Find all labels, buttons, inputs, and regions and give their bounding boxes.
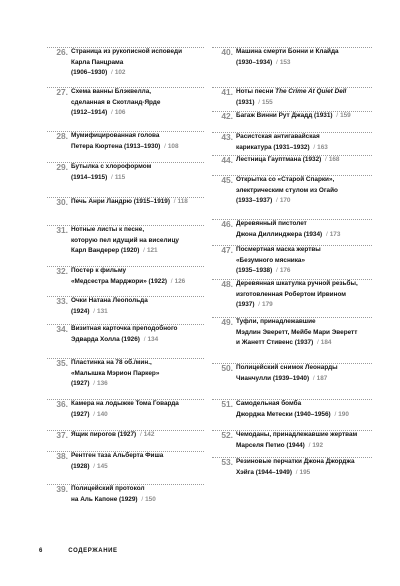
entry-title-text: Схема ванны Блэквелла,	[71, 88, 152, 95]
entry-number: 50.	[221, 363, 233, 373]
entry-title-line	[236, 338, 372, 349]
entry-title	[236, 317, 372, 349]
entry-title-text: Мэдлин Эверетт, Мейбе Мари Эверетт	[236, 328, 358, 336]
page-separator: /	[143, 335, 146, 343]
entry-title-line	[236, 132, 372, 143]
toc-entry[interactable]	[212, 175, 372, 213]
entry-title-line	[236, 155, 372, 166]
entry-number: 36.	[56, 399, 68, 409]
entry-number: 53.	[221, 457, 233, 467]
entry-title-text: Очки Натана Леопольда	[71, 297, 148, 304]
page-separator: /	[312, 374, 315, 382]
page-separator: /	[325, 230, 328, 238]
entry-title	[236, 175, 372, 207]
entry-page-number: 179	[262, 301, 273, 309]
entry-title-text: карикатура (1931–1932)	[236, 143, 310, 151]
entry-title-text: Резиновые перчатки Джона Джорджа	[236, 458, 355, 465]
entry-number: 26.	[56, 47, 68, 57]
entry-title-text: Хэйга (1944–1949)	[236, 468, 292, 476]
page-separator: /	[258, 98, 261, 106]
entry-number: 47.	[221, 245, 233, 255]
entry-title-text: Постер к фильму	[71, 267, 127, 274]
page-separator: /	[173, 198, 176, 205]
entry-number: 39.	[56, 484, 68, 494]
entry-title-text: Камера на лодыжке Тома Говарда	[71, 400, 179, 407]
entry-title-text: электрическим стулом из Огайо	[236, 186, 338, 194]
toc-entry[interactable]	[212, 245, 372, 283]
entry-page-number: 126	[174, 277, 186, 285]
page-separator: /	[334, 410, 337, 418]
entry-title-text: Петера Кюртена (1913–1930)	[71, 142, 161, 150]
entry-title-text: и Жанетт Стивенс (1937)	[236, 339, 314, 347]
entry-title-line	[71, 131, 204, 142]
page-separator: /	[111, 69, 113, 77]
toc-entry[interactable]	[212, 317, 372, 355]
entry-number: 37.	[56, 430, 68, 440]
page-footer	[39, 548, 118, 554]
entry-page-number: 140	[97, 410, 108, 418]
toc-entry[interactable]	[212, 430, 372, 457]
toc-entry[interactable]	[47, 399, 204, 426]
entry-page-number: 115	[114, 173, 126, 181]
entry-title-text: Карла Панцрама	[71, 58, 124, 66]
entry-title-text: Багаж Винни Рут Джадд (1931)	[236, 112, 333, 119]
entry-title	[71, 162, 204, 183]
entry-title-text: (1914–1915)	[71, 173, 108, 181]
entry-title-text: Чианчулли (1939–1940)	[236, 374, 310, 382]
toc-entry[interactable]	[47, 430, 204, 447]
entry-title	[236, 132, 372, 153]
entry-title-text: Самодельная бомба	[236, 400, 302, 407]
entry-title-line	[236, 47, 372, 58]
entry-title-line	[71, 68, 204, 79]
entry-number: 49.	[221, 317, 233, 327]
entry-title-text: Бутылка с хлороформом	[71, 163, 152, 170]
entry-number: 43.	[221, 132, 233, 142]
entry-title-text: Пластинка на 78 об./мин.,	[71, 359, 152, 366]
entry-title	[236, 155, 372, 166]
entry-title-line	[236, 245, 372, 256]
toc-entry[interactable]	[47, 47, 204, 85]
entry-title-text: Лестница Гауптмана (1932)	[236, 156, 322, 163]
entry-page-number: 134	[147, 335, 159, 343]
page-separator: /	[295, 468, 298, 476]
toc-entry[interactable]	[47, 131, 204, 158]
page-separator: /	[93, 380, 96, 388]
entry-title-text: (1933–1937)	[236, 197, 273, 205]
entry-page-number: 159	[340, 112, 351, 119]
entry-title-line	[71, 324, 204, 335]
entry-title-text: (1931)	[236, 98, 255, 106]
entry-title-line	[71, 410, 204, 421]
entry-number: 44.	[221, 155, 233, 165]
toc-entry[interactable]	[212, 111, 372, 128]
entry-page-number: 170	[279, 197, 291, 205]
entry-title-line	[71, 335, 204, 346]
entry-title-line	[236, 410, 372, 421]
entry-title-line	[71, 47, 204, 58]
entry-title-line	[236, 87, 372, 98]
toc-entry[interactable]	[47, 296, 204, 323]
entry-title-text: Расистская антигавайская	[236, 133, 320, 140]
page-separator: /	[308, 441, 311, 449]
entry-title-line	[71, 484, 204, 495]
entry-number: 40.	[221, 47, 233, 57]
entry-title-text: Рентген таза Альберта Фиша	[71, 452, 164, 459]
entry-title-text: на Аль Капоне (1929)	[71, 495, 138, 503]
entry-title-line	[236, 111, 372, 122]
entry-title	[236, 47, 372, 68]
page-separator: /	[111, 109, 113, 117]
entry-title-line	[71, 462, 204, 473]
entry-page-number: 187	[316, 374, 328, 382]
entry-title-line	[71, 296, 204, 307]
entry-number: 28.	[56, 131, 68, 141]
entry-title-line	[236, 98, 372, 109]
entry-title-text: (1937)	[236, 301, 255, 309]
toc-entry[interactable]	[47, 87, 204, 125]
page-separator: /	[164, 142, 166, 150]
page-separator: /	[139, 431, 142, 438]
entry-page-number: 121	[146, 247, 158, 255]
entry-title-line	[236, 230, 372, 241]
entry-number: 30.	[56, 197, 68, 207]
page-separator: /	[276, 58, 278, 66]
entry-title-text: Машина смерти Бонни и Клайда	[236, 48, 339, 55]
entry-number: 42.	[221, 111, 233, 121]
entry-title	[71, 324, 204, 345]
entry-title	[71, 484, 204, 505]
entry-title	[71, 399, 204, 420]
entry-number: 48.	[221, 279, 233, 289]
entry-title	[71, 87, 204, 119]
entry-title-text: Ящик пирогов (1927)	[71, 431, 137, 438]
entry-title-line	[236, 374, 372, 385]
entry-title-text: Деревянный пистолет	[236, 220, 307, 227]
page-separator: /	[93, 410, 96, 418]
entry-page-number: 184	[320, 339, 332, 347]
toc-entry[interactable]	[47, 225, 204, 263]
page-separator: /	[276, 197, 278, 205]
entry-title-line	[71, 266, 204, 277]
page-separator: /	[143, 247, 145, 255]
entry-title	[71, 266, 204, 287]
toc-entry[interactable]	[47, 451, 204, 478]
entry-page-number: 131	[97, 307, 108, 315]
page-separator: /	[313, 143, 316, 151]
entry-title	[71, 430, 204, 441]
entry-title	[236, 363, 372, 384]
entry-title-line	[236, 186, 372, 197]
page-separator: /	[93, 462, 96, 470]
entry-number: 45.	[221, 175, 233, 185]
entry-title-text: Ноты песни The Crime At Quiet Dell	[236, 88, 347, 95]
page-separator: /	[325, 156, 327, 163]
toc-entry[interactable]	[47, 484, 204, 511]
entry-page-number: 108	[167, 142, 179, 150]
page-separator: /	[111, 173, 113, 181]
entry-title-line	[71, 225, 204, 236]
entry-title-line	[236, 441, 372, 452]
entry-title-line	[71, 87, 204, 98]
entry-title-line	[236, 219, 372, 230]
entry-title-text: Визитная карточка преподобного	[71, 325, 178, 332]
entry-page-number: 118	[177, 198, 188, 205]
toc-entry[interactable]	[212, 399, 372, 426]
entry-title	[236, 279, 372, 311]
entry-title	[71, 225, 204, 257]
entry-title	[71, 296, 204, 317]
entry-title-line	[71, 162, 204, 173]
entry-title	[236, 430, 372, 451]
entry-title-text: (1906–1930)	[71, 69, 108, 77]
entry-title-line	[71, 236, 204, 247]
entry-title	[71, 197, 204, 208]
page-separator: /	[258, 301, 261, 309]
entry-title-line	[71, 430, 204, 441]
entry-title	[236, 219, 372, 240]
entry-title-line	[236, 143, 372, 154]
entry-title	[236, 111, 372, 122]
entry-title-line	[236, 196, 372, 207]
entry-page-number: 173	[329, 230, 341, 238]
page-separator: /	[317, 339, 319, 347]
page-separator: /	[276, 267, 278, 275]
entry-title-text: (1928)	[71, 462, 90, 470]
entry-page-number: 145	[97, 462, 108, 470]
page-separator: /	[141, 495, 144, 503]
entry-title-line	[236, 328, 372, 339]
entry-title-line	[71, 277, 204, 288]
entry-title-text: (1927)	[71, 380, 90, 388]
entry-title	[236, 399, 372, 420]
entry-title	[236, 457, 372, 478]
page-separator: /	[170, 277, 173, 285]
entry-title-text: Эдварда Холла (1926)	[71, 335, 140, 343]
entry-number: 41.	[221, 87, 233, 97]
toc-entry[interactable]	[212, 155, 372, 172]
entry-title-text: (1927)	[71, 410, 90, 418]
entry-title-text: Мумифицированная голова	[71, 132, 160, 139]
entry-title-line	[71, 98, 204, 109]
entry-title-text: Посмертная маска жертвы	[236, 246, 321, 253]
entry-title-text: изготовленная Робертом Ирвином	[236, 290, 346, 298]
toc-entry[interactable]	[47, 266, 204, 293]
entry-number: 38.	[56, 451, 68, 461]
entry-title	[71, 358, 204, 390]
entry-title-text: (1912–1914)	[71, 109, 108, 117]
entry-page-number: 155	[262, 98, 273, 106]
entry-title-line	[236, 468, 372, 479]
entry-title-text: (1924)	[71, 307, 90, 315]
entry-title-text: «Безумного мясника»	[236, 256, 306, 264]
entry-number: 35.	[56, 358, 68, 368]
entry-page-number: 195	[299, 468, 311, 476]
entry-title-line	[236, 266, 372, 277]
entry-title-line	[71, 246, 204, 257]
entry-title-line	[71, 197, 204, 208]
entry-title-line	[236, 175, 372, 186]
entry-title-line	[236, 256, 372, 267]
entry-title-line	[236, 317, 372, 328]
entry-title-text: Карл Вандерер (1920)	[71, 247, 140, 255]
entry-number: 31.	[56, 225, 68, 235]
entry-page-number: 190	[338, 410, 349, 418]
entry-title-text: (1935–1938)	[236, 267, 273, 275]
entry-title-line	[71, 369, 204, 380]
entry-title	[71, 47, 204, 79]
toc-entry[interactable]	[47, 197, 204, 214]
entry-title-line	[236, 363, 372, 374]
entry-title-text: Полицейский снимок Леонарды	[236, 364, 338, 371]
entry-title-line	[236, 279, 372, 290]
entry-number: 32.	[56, 266, 68, 276]
entry-title-text: Полицейский протокол	[71, 485, 145, 492]
entry-title	[71, 451, 204, 472]
toc-entry[interactable]	[212, 457, 372, 484]
entry-title-text: «Малышка Мэрион Паркер»	[71, 369, 160, 377]
entry-title-line	[71, 379, 204, 390]
entry-page-number: 136	[97, 380, 108, 388]
entry-title-line	[71, 451, 204, 462]
entry-number: 29.	[56, 162, 68, 172]
entry-title	[236, 87, 372, 108]
entry-page-number: 176	[279, 267, 291, 275]
entry-title-text: Страница из рукописной исповеди	[71, 48, 183, 55]
entry-title-text: Открытка со «Старой Спарки»,	[236, 176, 335, 183]
entry-page-number: 163	[317, 143, 328, 151]
entry-page-number: 168	[328, 156, 340, 163]
page-number: 6	[39, 548, 43, 554]
entry-title-line	[236, 300, 372, 311]
entry-title-text: «Медсестра Марджори» (1922)	[71, 277, 168, 285]
entry-page-number: 106	[114, 109, 126, 117]
entry-page-number: 192	[312, 441, 324, 449]
entry-title-line	[236, 457, 372, 468]
entry-page-number: 150	[145, 495, 156, 503]
entry-title-line	[71, 173, 204, 184]
entry-number: 33.	[56, 296, 68, 306]
entry-number: 52.	[221, 430, 233, 440]
entry-title-text: Печь Анри Ландрю (1915–1919)	[71, 198, 170, 205]
toc-entry[interactable]	[47, 162, 204, 189]
entry-title-line	[71, 399, 204, 410]
entry-title-line	[236, 290, 372, 301]
entry-title-text: Нотные листы к песне,	[71, 226, 145, 233]
entry-number: 51.	[221, 399, 233, 409]
entry-title-line	[71, 108, 204, 119]
entry-title-line	[236, 430, 372, 441]
entry-title-line	[71, 358, 204, 369]
page-separator: /	[336, 112, 339, 119]
entry-title	[236, 245, 372, 277]
toc-entry[interactable]	[212, 279, 372, 317]
entry-title-line	[236, 399, 372, 410]
section-title: СОДЕРЖАНИЕ	[68, 548, 118, 554]
entry-title-text: Туфли, принадлежавшие	[236, 318, 316, 325]
entry-title-text: Джорджа Метески (1940–1956)	[236, 410, 331, 418]
entry-title-text: Джона Диллинджера (1934)	[236, 230, 323, 238]
toc-entry[interactable]	[212, 219, 372, 246]
entry-title-text: которую пел идущий на виселицу	[71, 236, 179, 244]
entry-number: 46.	[221, 219, 233, 229]
page-separator: /	[93, 307, 96, 315]
entry-title-line	[71, 58, 204, 69]
toc-entry[interactable]	[212, 47, 372, 74]
entry-title	[71, 131, 204, 152]
entry-title-text: Марселя Петио (1944)	[236, 441, 305, 449]
entry-title-text: сделанная в Скотланд-Ярде	[71, 98, 161, 106]
entry-title-text: Деревянная шкатулка ручной резьбы,	[236, 280, 358, 287]
entry-number: 27.	[56, 87, 68, 97]
entry-title-line	[71, 142, 204, 153]
entry-title-line	[71, 307, 204, 318]
entry-page-number: 142	[143, 431, 155, 438]
entry-page-number: 102	[114, 69, 126, 77]
toc-entry[interactable]	[47, 358, 204, 396]
entry-title-text: Чемоданы, принадлежавшие жертвам	[236, 431, 358, 438]
entry-title-line	[71, 495, 204, 506]
toc-entry[interactable]	[47, 324, 204, 351]
entry-title-line	[236, 58, 372, 69]
entry-title-text: (1930–1934)	[236, 58, 273, 66]
entry-page-number: 153	[279, 58, 291, 66]
entry-number: 34.	[56, 324, 68, 334]
toc-entry[interactable]	[212, 363, 372, 390]
